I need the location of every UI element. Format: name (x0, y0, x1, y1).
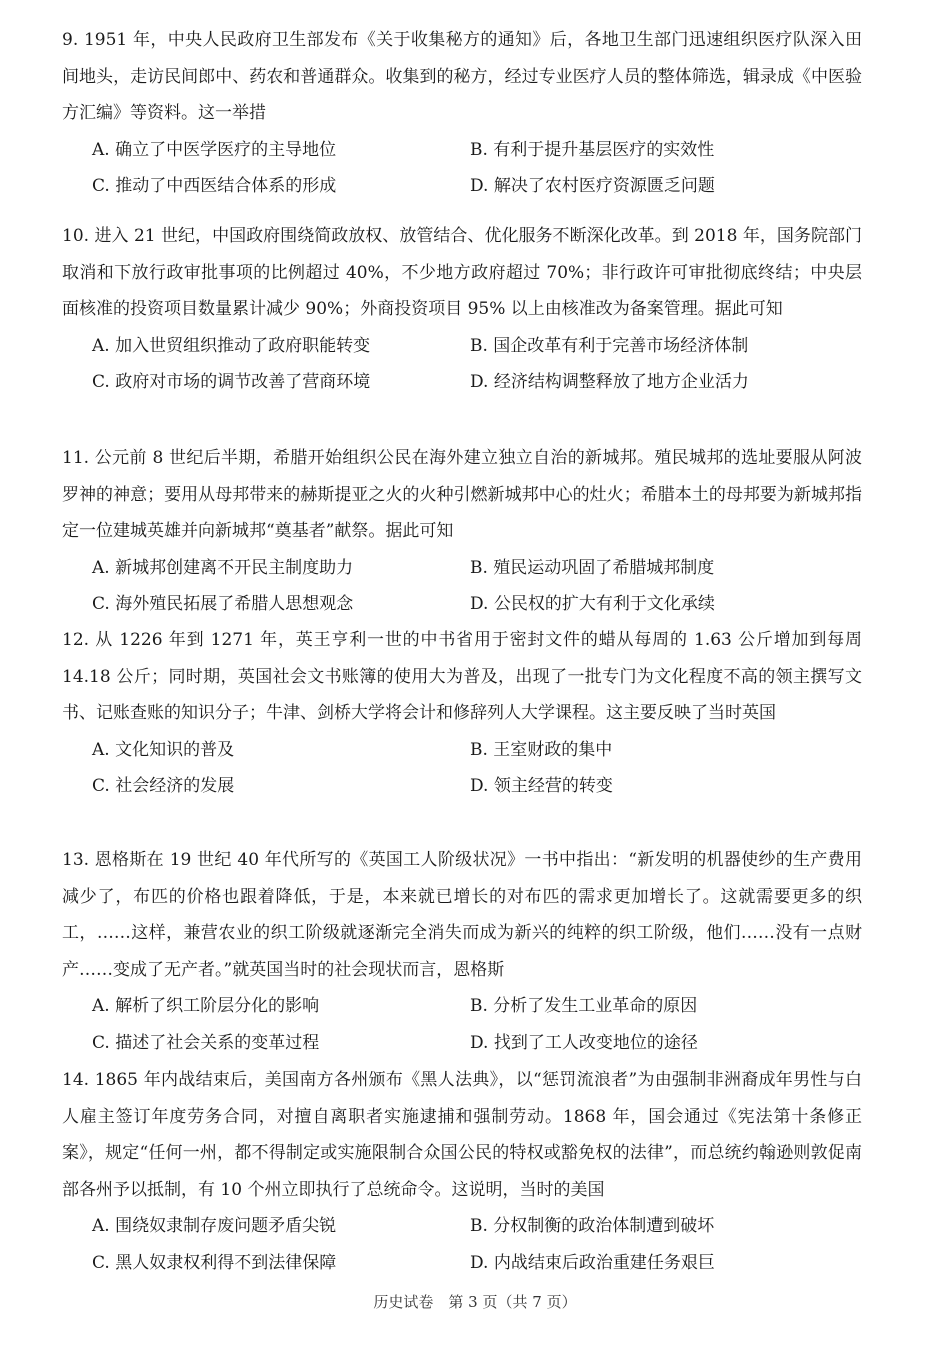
option-d: D. 找到了工人改变地位的途径 (470, 1032, 698, 1053)
question-10 (62, 218, 862, 401)
page-footer: 历史试卷 第 3 页（共 7 页） (373, 1293, 577, 1311)
option-d: D. 解决了农村医疗资源匮乏问题 (470, 176, 715, 197)
option-d: D. 公民权的扩大有利于文化承续 (470, 594, 715, 615)
option-c: C. 推动了中西医结合体系的形成 (92, 176, 337, 197)
options-grid (92, 328, 862, 401)
option-c: C. 政府对市场的调节改善了营商环境 (92, 372, 371, 393)
question-stem: 10. 进入 21 世纪，中国政府围绕简政放权、放管结合、优化服务不断深化改革。到 2018 年，国务院部门取消和下放行政审批事项的比例超过 40%，不少地方政府超过 70%；非行政许可审批彻底终结；中央层面核准的投资项目数量累计减少 90%；外商投资项目 95% 以上由核准改为备案管理。据此可知 (62, 226, 862, 320)
option-b: B. 王室财政的集中 (470, 739, 613, 760)
question-12 (62, 622, 862, 805)
option-a: A. 围绕奴隶制存废问题矛盾尖锐 (92, 1216, 337, 1237)
options-grid (92, 732, 862, 805)
option-d: D. 经济结构调整释放了地方企业活力 (470, 372, 749, 393)
option-b: B. 分析了发生工业革命的原因 (470, 996, 698, 1017)
option-a: A. 加入世贸组织推动了政府职能转变 (92, 335, 371, 356)
option-a: A. 文化知识的普及 (92, 739, 235, 760)
option-c: C. 描述了社会关系的变革过程 (92, 1032, 320, 1053)
question-stem: 14. 1865 年内战结束后，美国南方各州颁布《黑人法典》，以“惩罚流浪者”为由强制非洲裔成年男性与白人雇主签订年度劳务合同，对擅自离职者实施逮捕和强制劳动。1868 年，国会通过《宪法第十条修正案》，规定“任何一州，都不得制定或实施限制合众国公民的特权或豁免权的法律”，而总统约翰逊则敦促南部各州予以抵制，有 10 个州立即执行了总统命令。这说明，当时的美国 (62, 1070, 862, 1200)
question-stem: 11. 公元前 8 世纪后半期，希腊开始组织公民在海外建立独立自治的新城邦。殖民城邦的选址要服从阿波罗神的神意；要用从母邦带来的赫斯提亚之火的火种引燃新城邦中心的灶火；希腊本土的母邦要为新城邦指定一位建城英雄并向新城邦“奠基者”献祭。据此可知 (62, 448, 862, 542)
question-stem: 12. 从 1226 年到 1271 年，英王亨利一世的中书省用于密封文件的蜡从每周的 1.63 公斤增加到每周 14.18 公斤；同时期，英国社会文书账簿的使用大为普及，出现了一批专门为文化程度不高的领主撰写文书、记账查账的知识分子；牛津、剑桥大学将会计和修辞列人大学课程。这主要反映了当时英国 (62, 630, 862, 724)
options-grid (92, 1208, 862, 1281)
option-b: B. 有利于提升基层医疗的实效性 (470, 139, 715, 160)
option-c: C. 海外殖民拓展了希腊人思想观念 (92, 594, 354, 615)
option-c: C. 社会经济的发展 (92, 776, 235, 797)
question-stem: 13. 恩格斯在 19 世纪 40 年代所写的《英国工人阶级状况》一书中指出：“新发明的机器使纱的生产费用减少了，布匹的价格也跟着降低，于是，本来就已增长的对布匹的需求更加增长了。这就需要更多的织工，……这样，兼营农业的织工阶级就逐渐完全消失而成为新兴的纯粹的织工阶级，他们……没有一点财产……变成了无产者。”就英国当时的社会现状而言，恩格斯 (62, 850, 862, 980)
option-c: C. 黑人奴隶权利得不到法律保障 (92, 1252, 337, 1273)
option-a: A. 确立了中医学医疗的主导地位 (92, 139, 337, 160)
question-13 (62, 842, 862, 1062)
option-d: D. 领主经营的转变 (470, 776, 613, 797)
option-b: B. 殖民运动巩固了希腊城邦制度 (470, 557, 715, 578)
question-9 (62, 22, 862, 205)
options-grid (92, 550, 862, 623)
options-grid (92, 988, 862, 1061)
option-a: A. 新城邦创建离不开民主制度助力 (92, 557, 354, 578)
option-b: B. 国企改革有利于完善市场经济体制 (470, 335, 749, 356)
option-b: B. 分权制衡的政治体制遭到破坏 (470, 1216, 715, 1237)
option-d: D. 内战结束后政治重建任务艰巨 (470, 1252, 715, 1273)
options-grid (92, 132, 862, 205)
question-11 (62, 440, 862, 623)
question-14 (62, 1062, 862, 1282)
option-a: A. 解析了织工阶层分化的影响 (92, 996, 320, 1017)
question-stem: 9. 1951 年，中央人民政府卫生部发布《关于收集秘方的通知》后，各地卫生部门迅速组织医疗队深入田间地头，走访民间郎中、药农和普通群众。收集到的秘方，经过专业医疗人员的整体筛选，辑录成《中医验方汇编》等资料。这一举措 (62, 30, 862, 124)
